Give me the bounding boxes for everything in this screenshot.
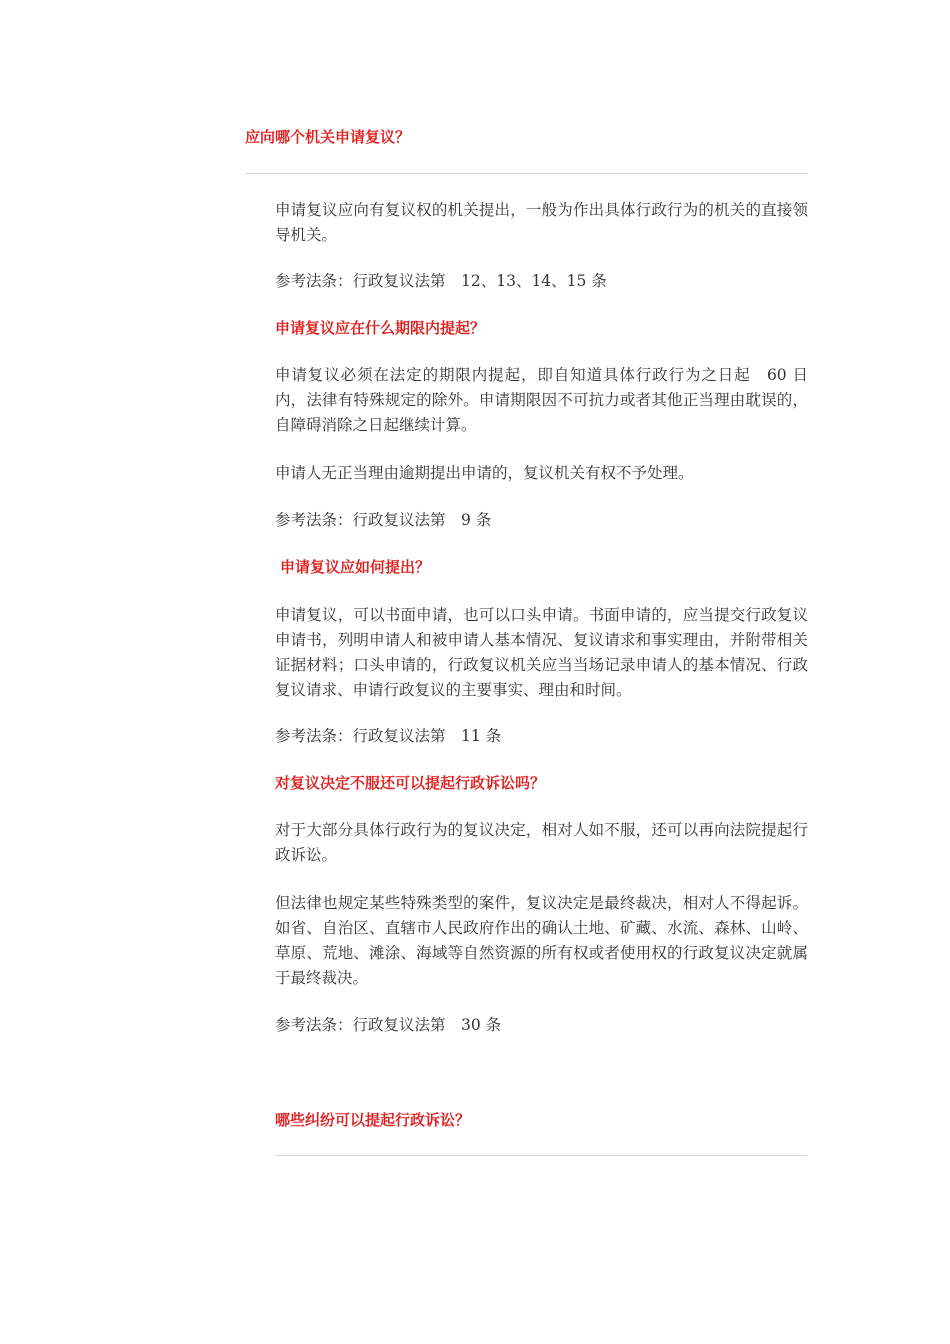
section-divider — [275, 1155, 807, 1156]
body-paragraph: 申请复议，可以书面申请，也可以口头申请。书面申请的，应当提交行政复议申请书，列明申请人和被申请人基本情况、复议请求和事实理由，并附带相关证据材料；口头申请的，行政复议机关应当当场记录申请人的基本情况、行政复议请求、申请行政复议的主要事实、理由和时间。 — [275, 606, 808, 699]
law-reference: 参考法条：行政复议法第 30 条 — [275, 1016, 502, 1034]
law-reference: 参考法条：行政复议法第 12、13、14、15 条 — [275, 272, 607, 290]
body-paragraph: 但法律也规定某些特殊类型的案件，复议决定是最终裁决，相对人不得起诉。如省、自治区、直辖市人民政府作出的确认土地、矿藏、水流、森林、山岭、草原、荒地、滩涂、海域等自然资源的所有权或者使用权的行政复议决定就属于最终裁决。 — [275, 894, 808, 987]
section-heading: 应向哪个机关申请复议？ — [245, 128, 411, 146]
body-paragraph: 申请复议必须在法定的期限内提起，即自知道具体行政行为之日起 60 日内，法律有特殊规定的除外。申请期限因不可抗力或者其他正当理由耽误的，自障碍消除之日起继续计算。 — [275, 366, 808, 434]
section-heading: 哪些纠纷可以提起行政诉讼？ — [275, 1111, 471, 1129]
body-paragraph: 申请人无正当理由逾期提出申请的，复议机关有权不予处理。 — [275, 464, 694, 482]
section-heading: 申请复议应如何提出？ — [280, 558, 431, 576]
body-paragraph: 申请复议应向有复议权的机关提出，一般为作出具体行政行为的机关的直接领导机关。 — [275, 201, 808, 244]
law-reference: 参考法条：行政复议法第 11 条 — [275, 727, 502, 745]
section-heading: 申请复议应在什么期限内提起？ — [275, 319, 486, 337]
section-divider — [245, 173, 807, 174]
law-reference: 参考法条：行政复议法第 9 条 — [275, 511, 492, 529]
body-paragraph: 对于大部分具体行政行为的复议决定，相对人如不服，还可以再向法院提起行政诉讼。 — [275, 821, 808, 864]
section-heading: 对复议决定不服还可以提起行政诉讼吗？ — [275, 774, 546, 792]
